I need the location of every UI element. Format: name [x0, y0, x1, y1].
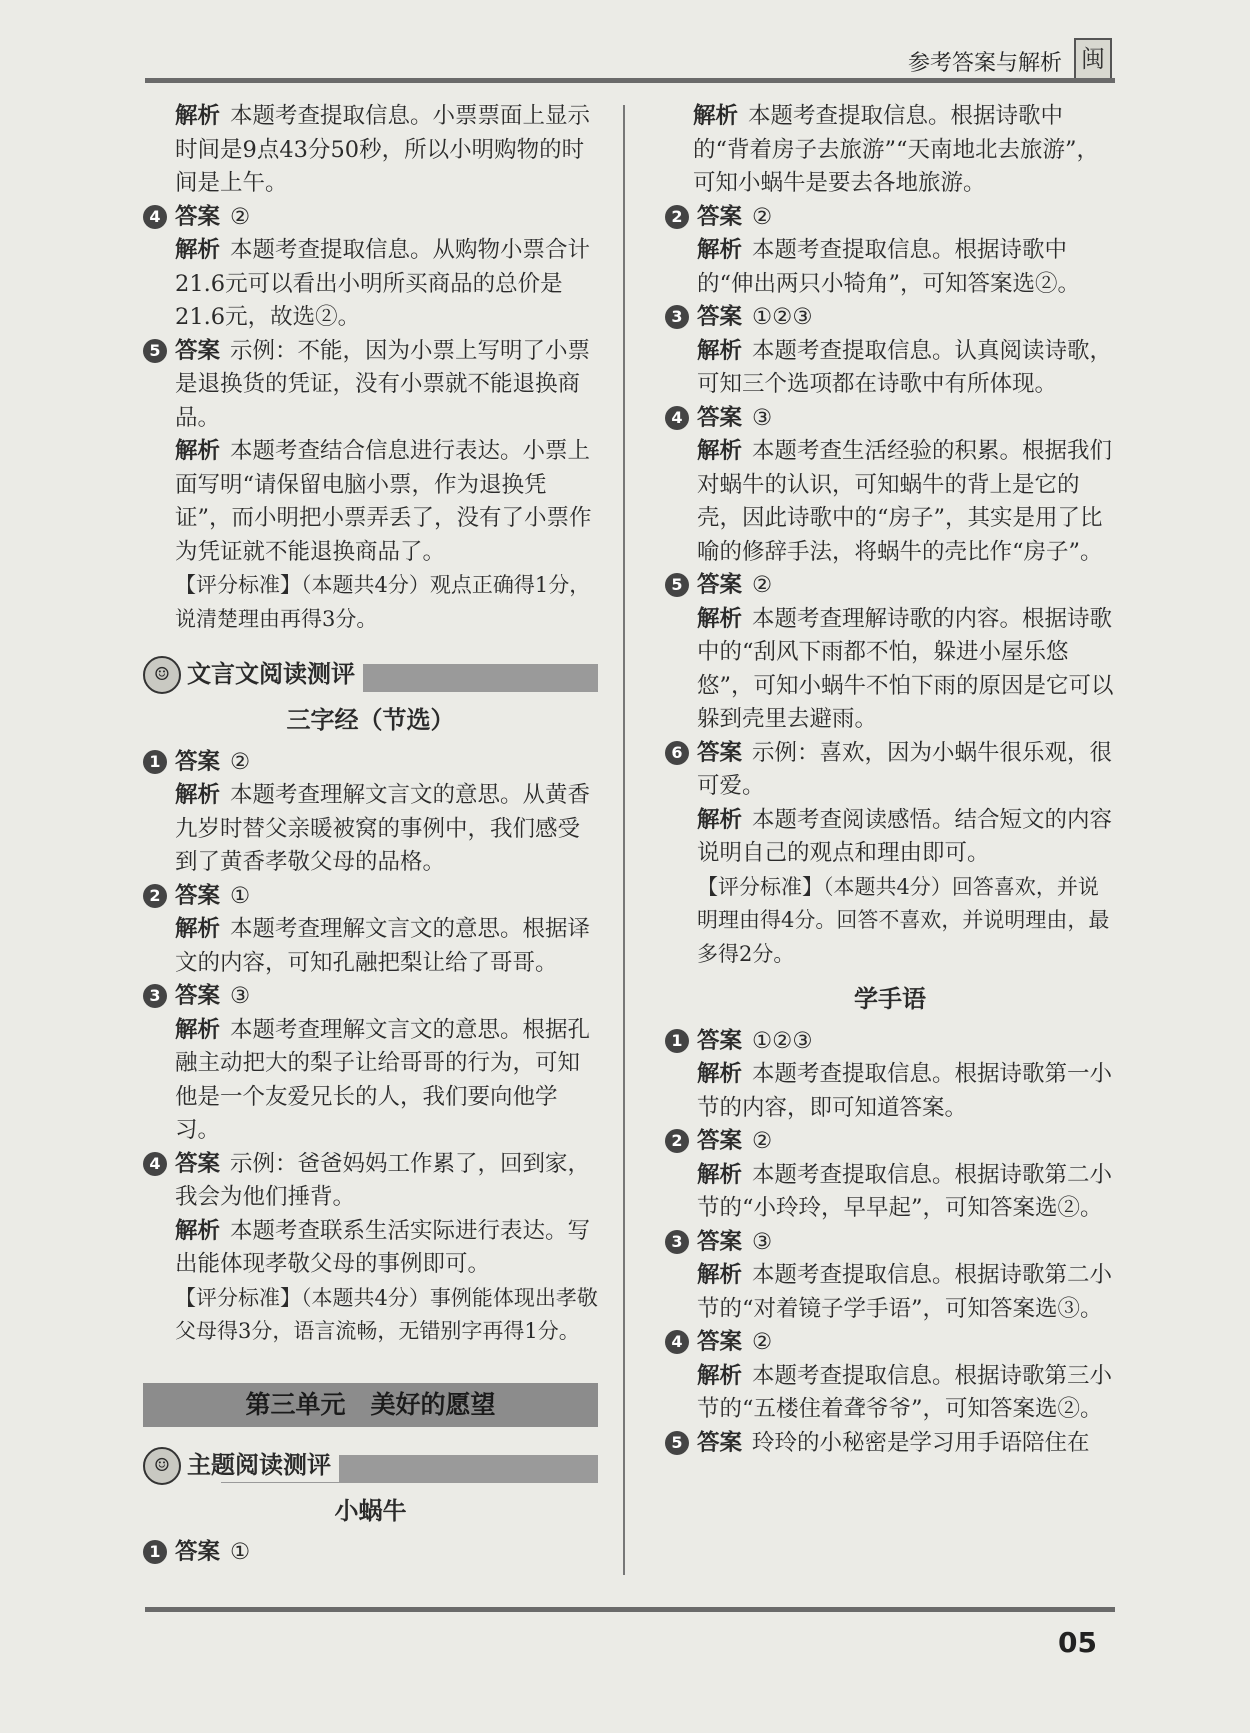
analysis-text: 本题考查结合信息进行表达。小票上面写明“请保留电脑小票，作为退换凭证”，而小明把小票弄丢了，没有了小票作为凭证就不能退换商品了。 — [175, 438, 592, 565]
page-number: 05 — [1058, 1626, 1097, 1659]
analysis-label: 解析 — [693, 103, 739, 129]
analysis-label: 解析 — [175, 1217, 221, 1244]
answer-text: 示例：喜欢，因为小蜗牛很乐观，很可爱。 — [697, 739, 1113, 799]
answer-label: 答案 — [697, 1128, 743, 1154]
answer-text: ② — [752, 203, 773, 230]
answer-label: 答案 — [175, 1539, 221, 1565]
analysis-text: 本题考查提取信息。根据诗歌中的“背着房子去旅游”“天南地北去旅游”，可知小蜗牛是要去各地旅游。 — [693, 103, 1100, 196]
answer-label: 答案 — [697, 404, 743, 431]
analysis-label: 解析 — [175, 1016, 221, 1043]
analysis-label: 解析 — [175, 438, 221, 464]
question-number-badge: 4 — [143, 1152, 167, 1176]
answer-text: 示例：爸爸妈妈工作累了，回到家，我会为他们捶背。 — [175, 1150, 591, 1210]
question-item — [665, 569, 1115, 603]
question-item — [143, 1148, 598, 1215]
question-item — [143, 335, 598, 436]
answer-text: 示例：不能，因为小票上写明了小票是退换货的凭证，没有小票就不能退换商品。 — [175, 337, 591, 431]
question-item — [143, 746, 598, 780]
question-number-badge: 2 — [665, 1129, 689, 1153]
analysis-text: 本题考查联系生活实际进行表达。写出能体现孝敬父母的事例即可。 — [175, 1217, 591, 1277]
analysis-label: 解析 — [697, 1262, 743, 1288]
analysis-block — [665, 100, 1115, 201]
unit-title: 第三单元 美好的愿望 — [143, 1383, 598, 1427]
question-number-badge: 1 — [143, 1540, 167, 1564]
analysis-text: 本题考查提取信息。根据诗歌第三小节的“五楼住着聋爷爷”，可知答案选②。 — [697, 1362, 1113, 1422]
header-title: 参考答案与解析 — [908, 51, 1063, 76]
page-header — [0, 0, 1250, 90]
passage-title: 三字经（节选） — [286, 706, 455, 734]
section-title: 主题阅读测评 — [187, 1449, 339, 1483]
analysis-text: 本题考查提取信息。认真阅读诗歌，可知三个选项都在诗歌中有所体现。 — [697, 337, 1113, 397]
analysis-block — [143, 779, 598, 880]
analysis-block — [143, 913, 598, 980]
analysis-label: 解析 — [175, 237, 221, 263]
answer-label: 答案 — [697, 203, 743, 230]
question-item — [143, 980, 598, 1014]
reader-face-icon: ☺ — [143, 656, 181, 694]
analysis-text: 本题考查提取信息。根据诗歌第一小节的内容，即可知道答案。 — [697, 1061, 1113, 1121]
answer-label: 答案 — [697, 572, 743, 598]
scoring-criteria: 【评分标准】（本题共4分）回答喜欢，并说明理由得4分。回答不喜欢，并说明理由，最多得2分。 — [697, 874, 1110, 966]
answer-label: 答案 — [175, 203, 221, 230]
question-number-badge: 2 — [665, 205, 689, 229]
analysis-block — [143, 1215, 598, 1282]
question-number-badge: 5 — [143, 339, 167, 363]
column-divider — [623, 105, 625, 1575]
analysis-label: 解析 — [175, 103, 221, 129]
question-item — [665, 1226, 1115, 1260]
analysis-block — [665, 335, 1115, 402]
question-number-badge: 4 — [665, 1330, 689, 1354]
answer-label: 答案 — [697, 304, 743, 330]
question-item — [665, 1427, 1115, 1461]
question-number-badge: 6 — [665, 741, 689, 765]
left-column — [143, 100, 598, 1570]
footer-rule — [145, 1607, 1115, 1612]
answer-text: ③ — [752, 404, 773, 431]
question-number-badge: 1 — [665, 1029, 689, 1053]
answer-label: 答案 — [697, 1228, 743, 1255]
analysis-block — [665, 603, 1115, 737]
answer-text: ② — [230, 203, 251, 230]
answer-label: 答案 — [697, 1429, 743, 1456]
analysis-text: 本题考查理解文言文的意思。根据译文的内容，可知孔融把梨让给了哥哥。 — [175, 916, 591, 976]
analysis-block — [143, 435, 598, 569]
section-heading — [143, 656, 598, 698]
passage-title: 学手语 — [854, 985, 926, 1013]
question-item — [665, 301, 1115, 335]
analysis-text: 本题考查提取信息。根据诗歌第二小节的“小玲玲，早早起”，可知答案选②。 — [697, 1161, 1113, 1221]
answer-text: ② — [230, 748, 251, 775]
analysis-block — [665, 1159, 1115, 1226]
analysis-label: 解析 — [697, 1362, 743, 1389]
scoring-criteria: 【评分标准】（本题共4分）观点正确得1分，说清楚理由再得3分。 — [175, 573, 591, 631]
answer-label: 答案 — [175, 882, 221, 909]
question-item — [665, 201, 1115, 235]
answer-text: 玲玲的小秘密是学习用手语陪住在 — [752, 1429, 1090, 1456]
answer-text: ① — [230, 1539, 251, 1565]
question-item — [665, 402, 1115, 436]
question-number-badge: 3 — [665, 1230, 689, 1254]
analysis-label: 解析 — [697, 237, 743, 263]
question-item — [665, 1326, 1115, 1360]
question-number-badge: 3 — [665, 305, 689, 329]
question-number-badge: 1 — [143, 750, 167, 774]
answer-label: 答案 — [175, 337, 221, 364]
question-item — [665, 737, 1115, 804]
passage-title: 小蜗牛 — [334, 1496, 407, 1525]
analysis-label: 解析 — [697, 337, 743, 364]
analysis-text: 本题考查提取信息。根据诗歌第二小节的“对着镜子学手语”，可知答案选③。 — [697, 1262, 1113, 1322]
analysis-text: 本题考查提取信息。根据诗歌中的“伸出两只小犄角”，可知答案选②。 — [697, 237, 1081, 297]
analysis-block — [665, 234, 1115, 301]
question-item — [143, 880, 598, 914]
question-number-badge: 2 — [143, 884, 167, 908]
analysis-label: 解析 — [697, 1061, 743, 1087]
analysis-text: 本题考查提取信息。小票票面上显示时间是9点43分50秒，所以小明购物的时间是上午。 — [175, 103, 591, 196]
analysis-block — [665, 1058, 1115, 1125]
question-number-badge: 3 — [143, 984, 167, 1008]
answer-text: ② — [752, 1128, 773, 1154]
analysis-block — [665, 1360, 1115, 1427]
analysis-block — [143, 100, 598, 201]
analysis-block — [143, 234, 598, 335]
answer-label: 答案 — [175, 983, 221, 1009]
question-number-badge: 5 — [665, 573, 689, 597]
question-item — [143, 1536, 598, 1570]
answer-text: ①②③ — [752, 304, 813, 330]
reader-face-icon: ☺ — [143, 1447, 181, 1485]
analysis-text: 本题考查理解文言文的意思。根据孔融主动把大的梨子让给哥哥的行为，可知他是一个友爱兄长的人，我们要向他学习。 — [175, 1016, 591, 1143]
question-item — [143, 201, 598, 235]
analysis-text: 本题考查阅读感悟。结合短文的内容说明自己的观点和理由即可。 — [697, 806, 1113, 866]
answer-text: ③ — [230, 983, 251, 1009]
answer-text: ③ — [752, 1228, 773, 1255]
header-rule — [145, 78, 1115, 83]
answer-label: 答案 — [697, 1329, 743, 1355]
analysis-label: 解析 — [697, 438, 743, 464]
analysis-text: 本题考查提取信息。从购物小票合计21.6元可以看出小明所买商品的总价是21.6元，故选②。 — [175, 237, 591, 330]
answer-text: ② — [752, 1329, 773, 1355]
analysis-block — [143, 1014, 598, 1148]
analysis-text: 本题考查理解诗歌的内容。根据诗歌中的“刮风下雨都不怕，躲进小屋乐悠悠”，可知小蜗牛不怕下雨的原因是它可以躲到壳里去避雨。 — [697, 605, 1114, 732]
analysis-label: 解析 — [697, 1161, 743, 1188]
answer-text: ① — [230, 882, 251, 909]
analysis-text: 本题考查生活经验的积累。根据我们对蜗牛的认识，可知蜗牛的背上是它的壳，因此诗歌中的“房子”，其实是用了比喻的修辞手法，将蜗牛的壳比作“房子”。 — [697, 438, 1113, 565]
answer-label: 答案 — [175, 748, 221, 775]
scoring-criteria: 【评分标准】（本题共4分）事例能体现出孝敬父母得3分，语言流畅，无错别字再得1分。 — [175, 1285, 598, 1343]
section-heading — [143, 1447, 598, 1489]
question-number-badge: 4 — [143, 205, 167, 229]
question-item — [665, 1025, 1115, 1059]
question-number-badge: 5 — [665, 1431, 689, 1455]
header-logo: 闽 — [1074, 38, 1112, 80]
analysis-label: 解析 — [175, 916, 221, 942]
analysis-label: 解析 — [175, 782, 221, 808]
analysis-block — [665, 435, 1115, 569]
answer-text: ①②③ — [752, 1027, 813, 1054]
answer-label: 答案 — [697, 1027, 743, 1054]
analysis-label: 解析 — [697, 605, 743, 632]
analysis-text: 本题考查理解文言文的意思。从黄香九岁时替父亲暖被窝的事例中，我们感受到了黄香孝敬父母的品格。 — [175, 782, 591, 875]
answer-label: 答案 — [697, 739, 743, 766]
answer-text: ② — [752, 572, 773, 598]
analysis-label: 解析 — [697, 806, 743, 833]
analysis-block — [665, 1259, 1115, 1326]
question-number-badge: 4 — [665, 406, 689, 430]
right-column — [665, 100, 1115, 1460]
question-item — [665, 1125, 1115, 1159]
analysis-block — [665, 804, 1115, 871]
answer-label: 答案 — [175, 1150, 221, 1177]
section-title: 文言文阅读测评 — [187, 658, 363, 692]
